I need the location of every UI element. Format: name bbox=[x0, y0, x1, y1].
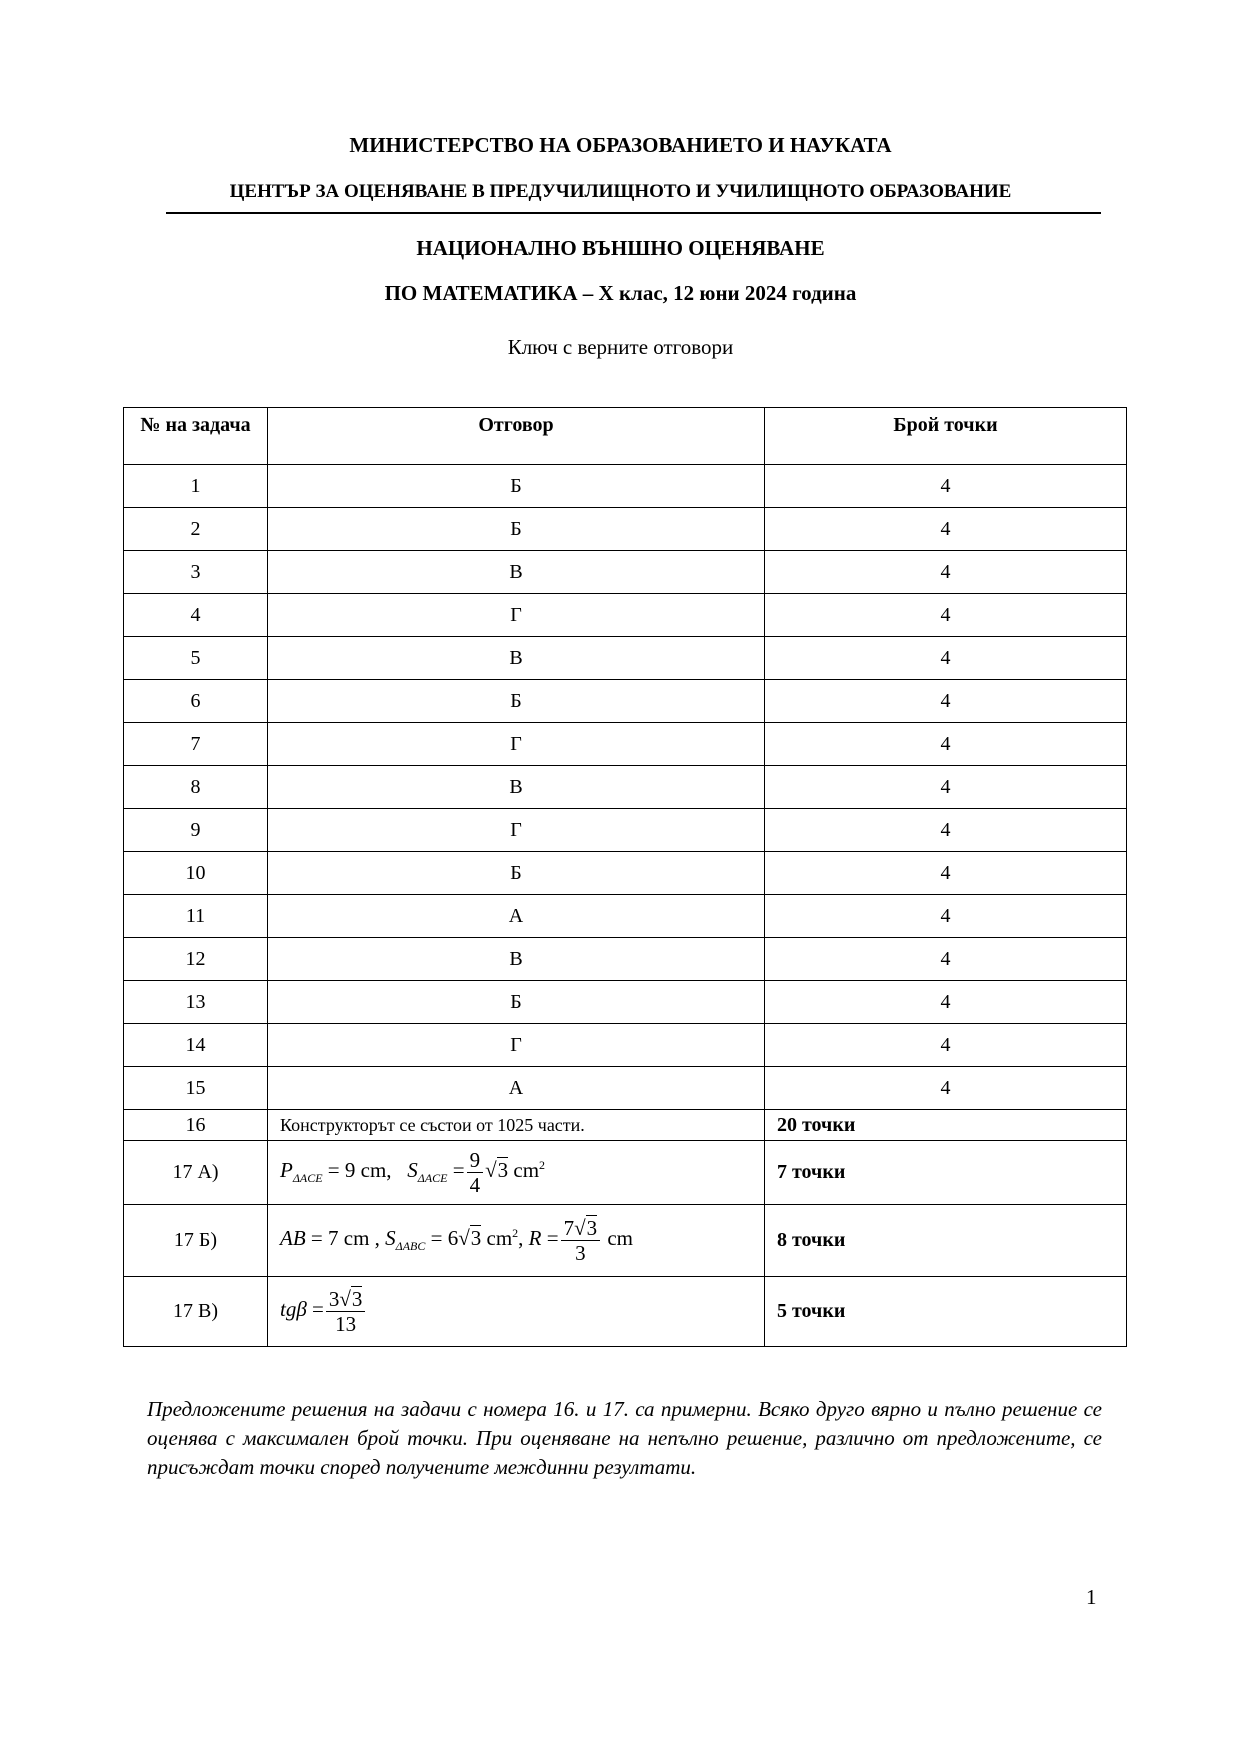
table-row bbox=[124, 852, 1127, 895]
task-number-cell: 6 bbox=[124, 680, 268, 723]
task-number-cell: 7 bbox=[124, 723, 268, 766]
points-cell: 4 bbox=[765, 766, 1127, 809]
table-row bbox=[124, 1024, 1127, 1067]
header-divider bbox=[166, 212, 1101, 214]
points-cell: 7 точки bbox=[765, 1141, 1127, 1205]
table-row bbox=[124, 637, 1127, 680]
table-row bbox=[124, 895, 1127, 938]
task-number-cell: 17 А) bbox=[124, 1141, 268, 1205]
points-cell: 4 bbox=[765, 1067, 1127, 1110]
points-cell: 4 bbox=[765, 508, 1127, 551]
table-row bbox=[124, 723, 1127, 766]
answer-cell: А bbox=[268, 895, 765, 938]
task-number-cell: 2 bbox=[124, 508, 268, 551]
table-row bbox=[124, 465, 1127, 508]
header-task-number: № на задача bbox=[124, 408, 268, 465]
points-cell: 4 bbox=[765, 465, 1127, 508]
task-number-cell: 11 bbox=[124, 895, 268, 938]
task-number-cell: 14 bbox=[124, 1024, 268, 1067]
points-cell: 4 bbox=[765, 809, 1127, 852]
task-number-cell: 4 bbox=[124, 594, 268, 637]
answer-cell: Б bbox=[268, 508, 765, 551]
table-row-16 bbox=[124, 1110, 1127, 1141]
points-cell: 20 точки bbox=[765, 1110, 1127, 1141]
table-row bbox=[124, 938, 1127, 981]
table-row-17c bbox=[124, 1277, 1127, 1347]
grading-note: Предложените решения на задачи с номера 16. и 17. са примерни. Всяко друго вярно и пълно решение се оценява с максимален брой точки. При оценяване на непълно решение, различно от предложените, се присъждат точки според получените междинни резултати. bbox=[147, 1397, 1102, 1479]
task-number-cell: 9 bbox=[124, 809, 268, 852]
points-cell: 4 bbox=[765, 895, 1127, 938]
table-row bbox=[124, 809, 1127, 852]
answer-cell: Г bbox=[268, 809, 765, 852]
points-cell: 8 точки bbox=[765, 1205, 1127, 1277]
task-number-cell: 12 bbox=[124, 938, 268, 981]
answer-cell: В bbox=[268, 938, 765, 981]
answer-cell: Б bbox=[268, 680, 765, 723]
formula-17b: AB = 7 cm , $S_{\Delta ABC} = 6√3$ $cm^2$, R = $\frac{7√3}{3}$ cm bbox=[280, 1216, 634, 1265]
task-number-cell: 5 bbox=[124, 637, 268, 680]
answer-cell: Г bbox=[268, 1024, 765, 1067]
answer-cell bbox=[268, 1205, 765, 1277]
table-row bbox=[124, 1067, 1127, 1110]
task-number-cell: 16 bbox=[124, 1110, 268, 1141]
points-cell: 4 bbox=[765, 938, 1127, 981]
table-row-17b bbox=[124, 1205, 1127, 1277]
formula-17a: $P_{\Delta ACE} = 9$ cm, $S_{\Delta ACE}$ = $\frac{9}{4}$ √3 $cm^2$ bbox=[280, 1148, 546, 1197]
table-row bbox=[124, 766, 1127, 809]
task-number-cell: 17 Б) bbox=[124, 1205, 268, 1277]
answer-cell: Конструкторът се състои от 1025 части. bbox=[268, 1110, 765, 1141]
points-cell: 4 bbox=[765, 637, 1127, 680]
page-number: 1 bbox=[1086, 1585, 1097, 1609]
header-answer: Отговор bbox=[268, 408, 765, 465]
table-row bbox=[124, 551, 1127, 594]
exam-subtitle: ПО МАТЕМАТИКА – X клас, 12 юни 2024 година bbox=[384, 281, 857, 305]
answer-cell: В bbox=[268, 637, 765, 680]
exam-title: НАЦИОНАЛНО ВЪНШНО ОЦЕНЯВАНЕ bbox=[416, 236, 825, 260]
task-number-cell: 17 В) bbox=[124, 1277, 268, 1347]
answer-cell bbox=[268, 1277, 765, 1347]
answer-cell: В bbox=[268, 766, 765, 809]
table-row-17a bbox=[124, 1141, 1127, 1205]
task-number-cell: 15 bbox=[124, 1067, 268, 1110]
table-header-row bbox=[124, 408, 1127, 465]
task-number-cell: 13 bbox=[124, 981, 268, 1024]
header-points: Брой точки bbox=[765, 408, 1127, 465]
task-number-cell: 1 bbox=[124, 465, 268, 508]
table-row bbox=[124, 680, 1127, 723]
table-row bbox=[124, 981, 1127, 1024]
answer-key-label: Ключ с верните отговори bbox=[507, 335, 734, 359]
answer-cell: Г bbox=[268, 594, 765, 637]
points-cell: 4 bbox=[765, 723, 1127, 766]
task-number-cell: 10 bbox=[124, 852, 268, 895]
formula-17c: tgβ = $\frac{3√3}{13}$ bbox=[280, 1297, 367, 1321]
table-row bbox=[124, 594, 1127, 637]
answer-table bbox=[123, 407, 1127, 1347]
points-cell: 4 bbox=[765, 680, 1127, 723]
answer-cell: А bbox=[268, 1067, 765, 1110]
points-cell: 4 bbox=[765, 852, 1127, 895]
points-cell: 5 точки bbox=[765, 1277, 1127, 1347]
answer-cell: Б bbox=[268, 981, 765, 1024]
points-cell: 4 bbox=[765, 594, 1127, 637]
center-heading: ЦЕНТЪР ЗА ОЦЕНЯВАНЕ В ПРЕДУЧИЛИЩНОТО И УЧИЛИЩНОТО ОБРАЗОВАНИЕ bbox=[229, 181, 1012, 202]
points-cell: 4 bbox=[765, 981, 1127, 1024]
table-row bbox=[124, 508, 1127, 551]
points-cell: 4 bbox=[765, 551, 1127, 594]
task-number-cell: 8 bbox=[124, 766, 268, 809]
answer-cell: Б bbox=[268, 852, 765, 895]
answer-cell: Г bbox=[268, 723, 765, 766]
answer-cell bbox=[268, 1141, 765, 1205]
task-number-cell: 3 bbox=[124, 551, 268, 594]
answer-cell: Б bbox=[268, 465, 765, 508]
points-cell: 4 bbox=[765, 1024, 1127, 1067]
ministry-heading: МИНИСТЕРСТВО НА ОБРАЗОВАНИЕТО И НАУКАТА bbox=[349, 133, 892, 157]
answer-cell: В bbox=[268, 551, 765, 594]
